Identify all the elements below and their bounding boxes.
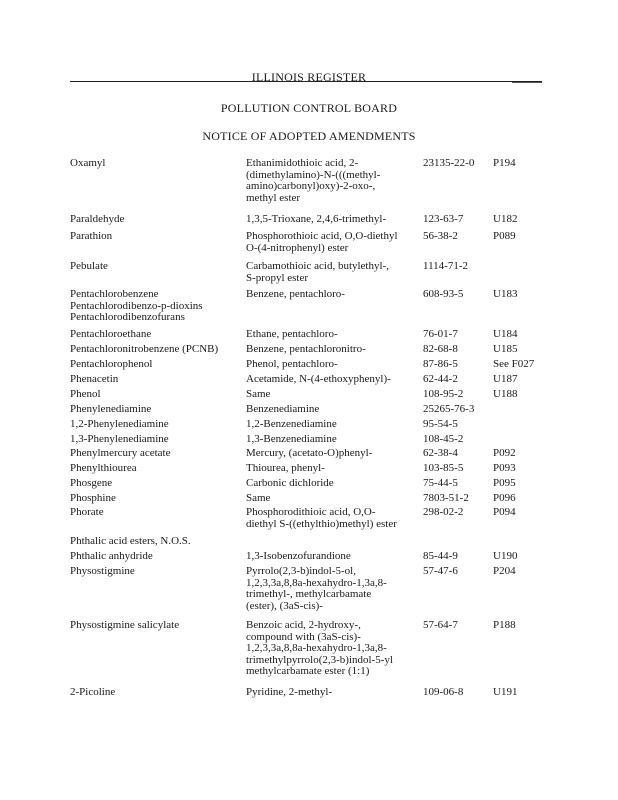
- substance-name: Phosgene: [70, 477, 113, 489]
- chemical-name: Carbamothioic acid, butylethyl-, S-propyl ester: [246, 260, 389, 284]
- waste-code: P095: [493, 477, 516, 489]
- substance-name: Paraldehyde: [70, 213, 125, 225]
- waste-code: U184: [493, 328, 518, 340]
- cas-number: 108-45-2: [423, 433, 464, 445]
- chemical-name: Carbonic dichloride: [246, 477, 334, 489]
- cas-number: 608-93-5: [423, 288, 464, 300]
- chemical-name: Mercury, (acetato-O)phenyl-: [246, 447, 373, 459]
- substance-name: Phthalic anhydride: [70, 550, 153, 562]
- waste-code: P194: [493, 157, 516, 169]
- substance-name: Pentachlorophenol: [70, 358, 153, 370]
- cas-number: 75-44-5: [423, 477, 458, 489]
- cas-number: 82-68-8: [423, 343, 458, 355]
- waste-code: U185: [493, 343, 518, 355]
- header-rule: [70, 81, 542, 82]
- substance-name: Phenacetin: [70, 373, 119, 385]
- cas-number: 62-38-4: [423, 447, 458, 459]
- waste-code: U183: [493, 288, 518, 300]
- cas-number: 123-63-7: [423, 213, 464, 225]
- chemical-name: Same: [246, 492, 271, 504]
- cas-number: 62-44-2: [423, 373, 458, 385]
- waste-code: U187: [493, 373, 518, 385]
- substance-name: Pentachloronitrobenzene (PCNB): [70, 343, 219, 355]
- notice-title: NOTICE OF ADOPTED AMENDMENTS: [202, 129, 416, 143]
- substance-name: 1,3-Phenylenediamine: [70, 433, 169, 445]
- waste-code: P204: [493, 565, 516, 577]
- cas-number: 57-47-6: [423, 565, 458, 577]
- cas-number: 87-86-5: [423, 358, 458, 370]
- board-title: POLLUTION CONTROL BOARD: [220, 101, 398, 115]
- chemical-name: Pyrrolo(2,3-b)indol-5-ol, 1,2,3,3a,8,8a-hexahydro-1,3a,8- trimethyl-, methylcarbamate (ester), (3aS-cis)-: [246, 565, 387, 612]
- cas-number: 56-38-2: [423, 230, 458, 242]
- substance-name: Phenylmercury acetate: [70, 447, 171, 459]
- chemical-name: 1,3-Isobenzofurandione: [246, 550, 351, 562]
- cas-number: 57-64-7: [423, 619, 458, 631]
- chemical-name: Benzenediamine: [246, 403, 320, 415]
- waste-code: See F027: [493, 358, 535, 370]
- cas-number: 109-06-8: [423, 686, 464, 698]
- chemical-name: Benzene, pentachloro-: [246, 288, 345, 300]
- cas-number: 76-01-7: [423, 328, 458, 340]
- cas-number: 23135-22-0: [423, 157, 475, 169]
- substance-name: Phosphine: [70, 492, 116, 504]
- cas-number: 7803-51-2: [423, 492, 469, 504]
- substance-name: Physostigmine: [70, 565, 135, 577]
- waste-code: U190: [493, 550, 518, 562]
- substance-name: Phorate: [70, 506, 104, 518]
- waste-code: U191: [493, 686, 518, 698]
- cas-number: 85-44-9: [423, 550, 458, 562]
- waste-code: P096: [493, 492, 516, 504]
- substance-name: 2-Picoline: [70, 686, 116, 698]
- chemical-name: 1,3-Benzenediamine: [246, 433, 337, 445]
- chemical-name: Pyridine, 2-methyl-: [246, 686, 333, 698]
- chemical-name: Ethane, pentachloro-: [246, 328, 338, 340]
- substance-name: Physostigmine salicylate: [70, 619, 180, 631]
- chemical-name: Acetamide, N-(4-ethoxyphenyl)-: [246, 373, 391, 385]
- header-rule-tail: [512, 82, 542, 83]
- substance-name: Phenylthiourea: [70, 462, 137, 474]
- waste-code: P089: [493, 230, 516, 242]
- register-title: ILLINOIS REGISTER: [251, 70, 367, 84]
- chemical-name: Benzoic acid, 2-hydroxy-, compound with (3aS-cis)- 1,2,3,3a,8,8a-hexahydro-1,3a,8- trimethylpyrrolo(2,3-b)indol-5-yl methylcarbamate ester (1:1): [246, 619, 393, 678]
- cas-number: 298-02-2: [423, 506, 464, 518]
- substance-name: 1,2-Phenylenediamine: [70, 418, 169, 430]
- chemical-name: Thiourea, phenyl-: [246, 462, 325, 474]
- substance-name: Phenol: [70, 388, 101, 400]
- substance-name: Pebulate: [70, 260, 108, 272]
- substance-name: Phenylenediamine: [70, 403, 152, 415]
- waste-code: U188: [493, 388, 518, 400]
- cas-number: 95-54-5: [423, 418, 458, 430]
- chemical-name: Phosphorothioic acid, O,O-diethyl O-(4-nitrophenyl) ester: [246, 230, 398, 254]
- waste-code: U182: [493, 213, 518, 225]
- cas-number: 25265-76-3: [423, 403, 475, 415]
- chemical-name: Phosphorodithioic acid, O,O- diethyl S-((ethylthio)methyl) ester: [246, 506, 397, 530]
- substance-name: Phthalic acid esters, N.O.S.: [70, 535, 191, 547]
- substance-name: Pentachlorobenzene Pentachlorodibenzo-p-dioxins Pentachlorodibenzofurans: [70, 288, 203, 324]
- substance-name: Pentachloroethane: [70, 328, 152, 340]
- chemical-name: Phenol, pentachloro-: [246, 358, 338, 370]
- cas-number: 108-95-2: [423, 388, 464, 400]
- waste-code: P092: [493, 447, 516, 459]
- waste-code: P093: [493, 462, 516, 474]
- cas-number: 1114-71-2: [423, 260, 469, 272]
- chemical-name: Same: [246, 388, 271, 400]
- substance-name: Parathion: [70, 230, 113, 242]
- waste-code: P094: [493, 506, 516, 518]
- chemical-name: 1,2-Benzenediamine: [246, 418, 337, 430]
- chemical-name: Benzene, pentachloronitro-: [246, 343, 366, 355]
- substance-name: Oxamyl: [70, 157, 106, 169]
- chemical-name: 1,3,5-Trioxane, 2,4,6-trimethyl-: [246, 213, 387, 225]
- waste-code: P188: [493, 619, 516, 631]
- cas-number: 103-85-5: [423, 462, 464, 474]
- chemical-name: Ethanimidothioic acid, 2- (dimethylamino)-N-(((methyl- amino)carbonyl)oxy)-2-oxo-, methyl ester: [246, 157, 381, 204]
